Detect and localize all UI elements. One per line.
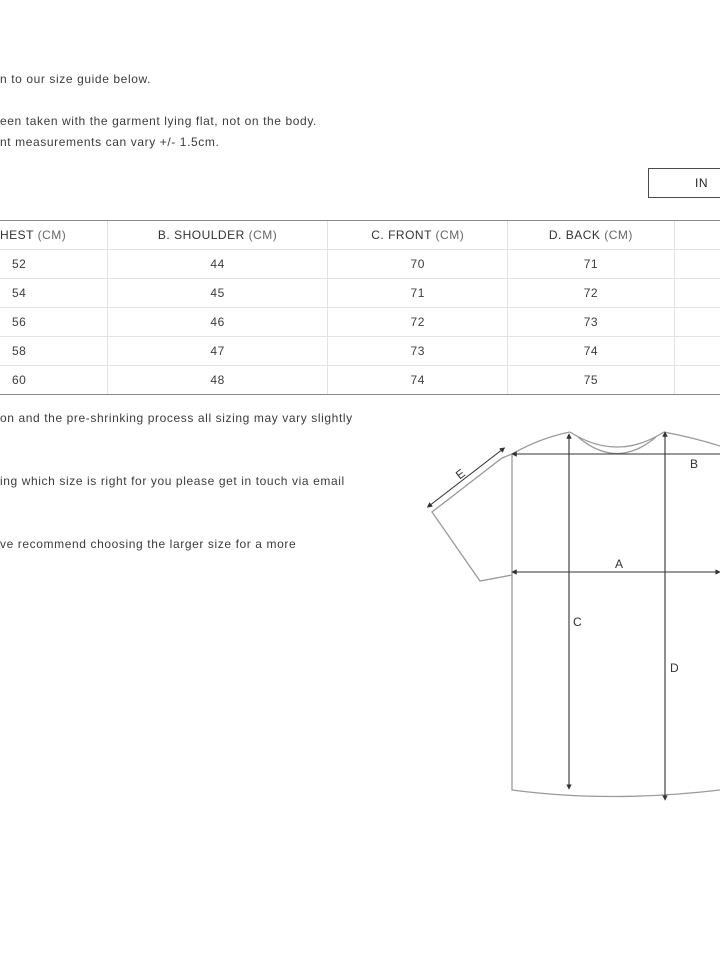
table-cell: 45 — [108, 279, 328, 308]
table-cell: 73 — [508, 308, 674, 337]
table-cell: 58 — [0, 337, 108, 366]
table-cell: 71 — [328, 279, 508, 308]
table-cell: 54 — [0, 279, 108, 308]
diagram-label-d: D — [670, 661, 679, 675]
table-cell: 70 — [328, 250, 508, 279]
table-cell: 72 — [508, 279, 674, 308]
diagram-label-e: E — [452, 466, 468, 483]
table-cell: 44 — [108, 250, 328, 279]
column-header-name: C. FRONT — [371, 228, 432, 242]
column-header-unit: (CM) — [604, 228, 633, 242]
intro-text-line-3: nt measurements can vary +/- 1.5cm. — [0, 135, 220, 149]
column-header-name: D. BACK — [548, 228, 601, 242]
unit-toggle-inches-button[interactable]: IN — [648, 168, 720, 198]
table-cell: 74 — [328, 366, 508, 395]
table-cell: 46 — [108, 308, 328, 337]
table-cell: 74 — [508, 337, 674, 366]
column-header-name: B. SHOULDER — [157, 228, 245, 242]
column-header-unit: (CM) — [248, 228, 278, 242]
intro-text-line-1: n to our size guide below. — [0, 72, 152, 86]
note-text-line-1: on and the pre-shrinking process all sizing may vary slightly — [0, 411, 353, 425]
table-cell: 52 — [0, 250, 108, 279]
table-cell: 73 — [328, 337, 508, 366]
table-cell: 56 — [0, 308, 108, 337]
table-cell: 72 — [328, 308, 508, 337]
column-header-name: HEST — [0, 228, 34, 242]
column-header-unit: (CM) — [37, 228, 67, 242]
table-cell: 75 — [508, 366, 674, 395]
table-cell: 60 — [0, 366, 108, 395]
column-header-unit: (CM) — [435, 228, 465, 242]
table-cell: 71 — [508, 250, 674, 279]
diagram-label-a: A — [615, 557, 624, 571]
table-cell: 47 — [108, 337, 328, 366]
intro-text-line-2: een taken with the garment lying flat, not on the body. — [0, 114, 317, 128]
diagram-label-b: B — [690, 457, 699, 471]
note-text-line-2: ing which size is right for you please get in touch via email — [0, 474, 345, 488]
table-cell: 48 — [108, 366, 328, 395]
diagram-label-c: C — [573, 615, 582, 629]
note-text-line-3: ve recommend choosing the larger size for a more — [0, 537, 297, 551]
